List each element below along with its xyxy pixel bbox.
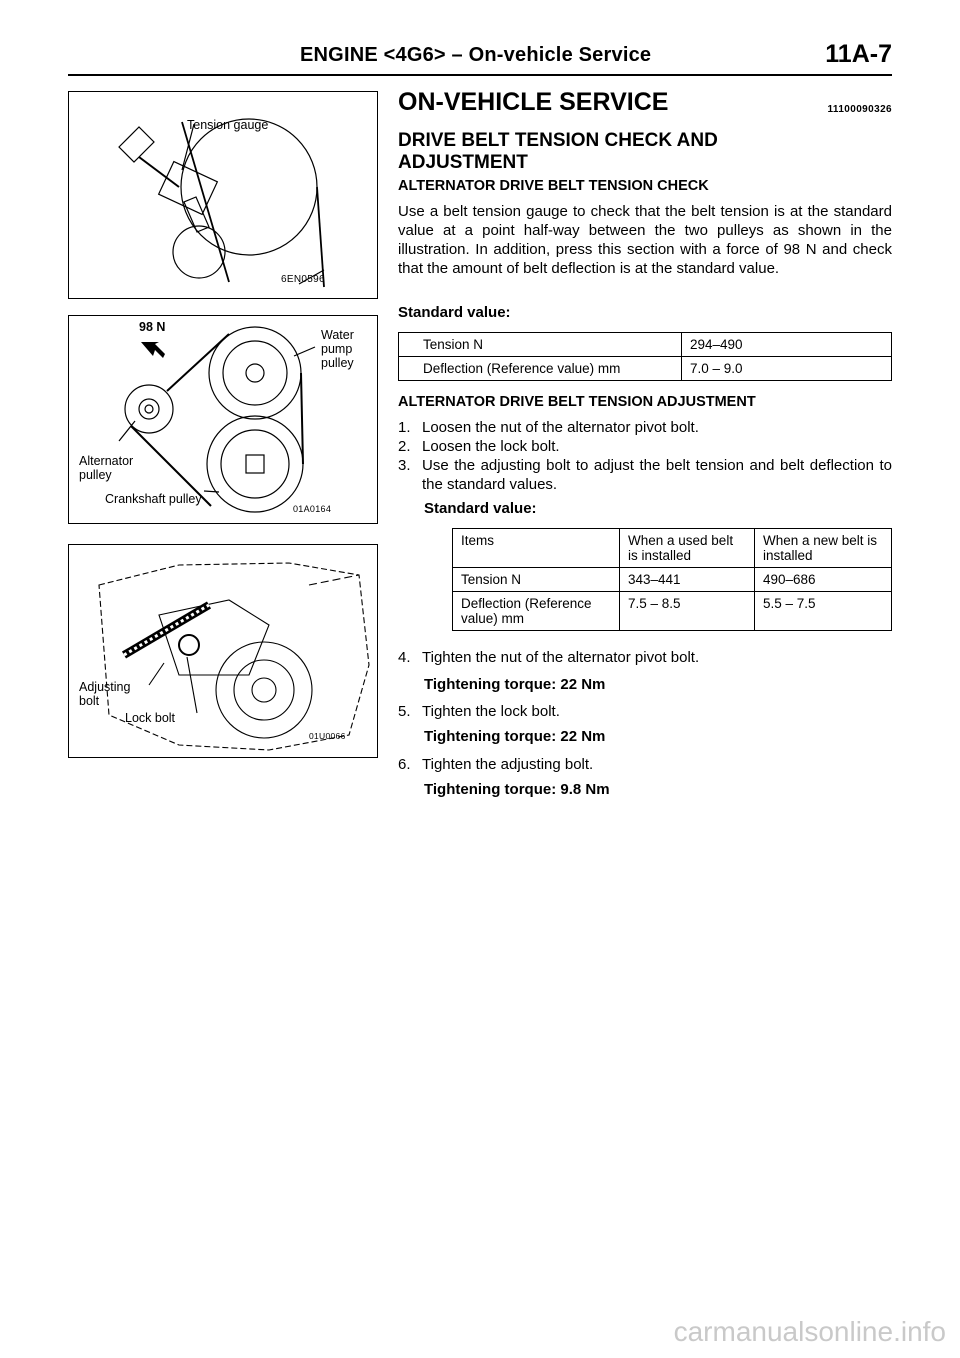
- step-text: Tighten the adjusting bolt.: [422, 756, 594, 773]
- table-header: Items: [453, 529, 620, 568]
- header-rule: [68, 74, 892, 76]
- water-pump-pulley-label: Water pump pulley: [321, 328, 354, 370]
- step-number: 1.: [398, 419, 411, 436]
- table-header: When a new belt is installed: [755, 529, 892, 568]
- standard-value-label: Standard value:: [398, 304, 511, 321]
- section-title: ON-VEHICLE SERVICE: [398, 88, 669, 116]
- step-number: 6.: [398, 756, 411, 773]
- figure-tension-gauge: [68, 91, 378, 299]
- figure-bolts: [68, 544, 378, 758]
- step-number: 3.: [398, 457, 411, 474]
- table-row: [453, 529, 892, 568]
- table-cell: 7.5 – 8.5: [620, 592, 755, 631]
- step-number: 4.: [398, 649, 411, 666]
- table-cell: 343–441: [620, 568, 755, 592]
- step-number: 2.: [398, 438, 411, 455]
- header-title: ENGINE <4G6> – On-vehicle Service: [300, 44, 652, 66]
- alternator-pulley-label: Alternator pulley: [79, 454, 134, 482]
- tightening-torque: Tightening torque: 22 Nm: [424, 676, 606, 693]
- step-text: Tighten the lock bolt.: [422, 703, 560, 720]
- table-cell: Deflection (Reference value) mm: [399, 357, 682, 381]
- check-paragraph: Use a belt tension gauge to check that the belt tension is at the standard value at a point half-way between the two pulleys as shown in the illustration. In addition, press this section with a force of 98 N and check that the amount of belt deflection is at the standard value.: [398, 203, 892, 277]
- page-header: [0, 38, 960, 78]
- step-text: Loosen the nut of the alternator pivot bolt.: [422, 419, 699, 436]
- table-row: [399, 333, 892, 357]
- bolts-illustration: [69, 545, 377, 757]
- table-cell: Tension N: [399, 333, 682, 357]
- crankshaft-pulley-label: Crankshaft pulley: [105, 492, 202, 506]
- figure-pulley-layout: [68, 315, 378, 524]
- tension-gauge-label: Tension gauge: [187, 118, 269, 132]
- figure-code: 01A0164: [293, 504, 332, 514]
- step-text: Tighten the nut of the alternator pivot bolt.: [422, 649, 700, 666]
- force-arrow-icon: [141, 342, 165, 358]
- step-number: 5.: [398, 703, 411, 720]
- step-text: Use the adjusting bolt to adjust the belt tension and belt deflection to the standard values.: [422, 457, 892, 493]
- table-cell: Tension N: [453, 568, 620, 592]
- figure-code: 01U0066: [309, 731, 346, 741]
- table-row: [453, 568, 892, 592]
- table-cell: Deflection (Reference value) mm: [453, 592, 620, 631]
- table-cell: 294–490: [682, 333, 892, 357]
- check-table: [398, 332, 892, 381]
- figure-code: 6EN0596: [281, 274, 325, 285]
- table-row: [399, 357, 892, 381]
- table-cell: 490–686: [755, 568, 892, 592]
- subsection-title: DRIVE BELT TENSION CHECK AND ADJUSTMENT: [398, 130, 718, 173]
- force-label: 98 N: [139, 320, 166, 334]
- table-row: [453, 592, 892, 631]
- tightening-torque: Tightening torque: 9.8 Nm: [424, 781, 610, 798]
- section-id: 11100090326: [827, 104, 892, 115]
- check-heading: ALTERNATOR DRIVE BELT TENSION CHECK: [398, 178, 709, 194]
- tightening-torque: Tightening torque: 22 Nm: [424, 728, 606, 745]
- lock-bolt-label: Lock bolt: [125, 711, 176, 725]
- table-cell: 7.0 – 9.0: [682, 357, 892, 381]
- adjusting-bolt-label: Adjusting bolt: [79, 680, 131, 708]
- adjust-heading: ALTERNATOR DRIVE BELT TENSION ADJUSTMENT: [398, 394, 756, 410]
- step-text: Loosen the lock bolt.: [422, 438, 560, 455]
- table-header: When a used belt is installed: [620, 529, 755, 568]
- adjust-table: [452, 528, 892, 631]
- table-cell: 5.5 – 7.5: [755, 592, 892, 631]
- page-number: 11A-7: [825, 40, 892, 68]
- standard-value-label: Standard value:: [424, 500, 537, 517]
- watermark: carmanualsonline.info: [673, 1316, 946, 1347]
